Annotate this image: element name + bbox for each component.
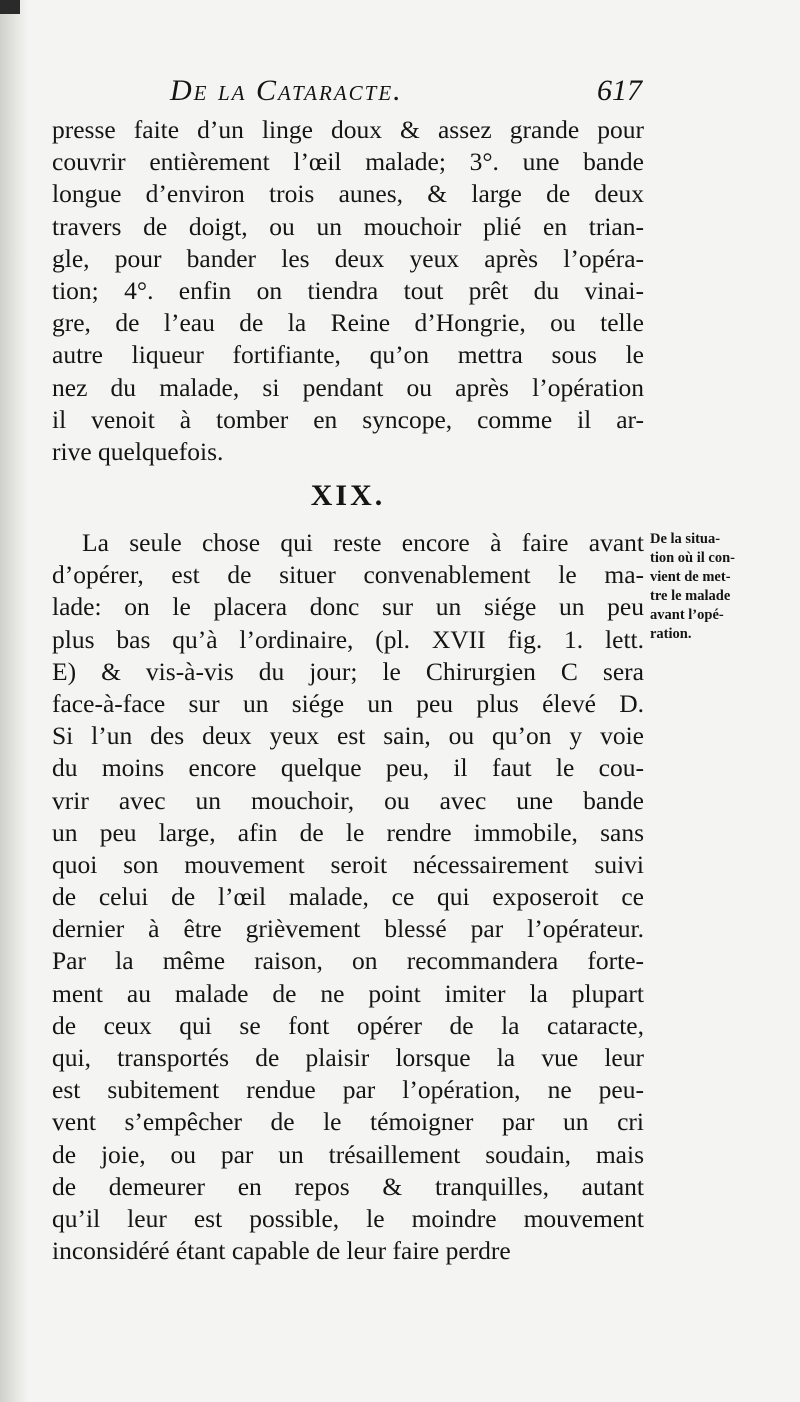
paragraph-1 <box>52 114 644 468</box>
paragraph-2-line: ment au malade de ne point imiter la plupart <box>52 978 644 1008</box>
margin-note-line: tre le malade <box>650 588 731 604</box>
paragraph-1-line: gle, pour bander les deux yeux après l’opéra- <box>52 243 644 273</box>
paragraph-1-line: presse faite d’un linge doux & assez grande pour <box>52 115 644 144</box>
paragraph-2-line: qui, transportés de plaisir lorsque la vue leur <box>52 1043 644 1072</box>
paragraph-2-line: dernier à être grièvement blessé par l’opérateur. <box>52 914 644 944</box>
paragraph-1-line: rive quelquefois. <box>52 436 224 466</box>
paragraph-2-line: lade: on le placera donc sur un siége un peu <box>52 592 644 622</box>
paragraph-2-line: Si l’un des deux yeux est sain, ou qu’on y voie <box>52 721 644 751</box>
paragraph-2-line: de joie, ou par un trésaillement soudain, mais <box>52 1139 644 1169</box>
paragraph-2-line: Par la même raison, on recommandera forte- <box>52 946 644 976</box>
paragraph-1-line: travers de doigt, ou un mouchoir plié en trian- <box>52 211 644 241</box>
margin-note-line: tion où il con- <box>650 550 735 566</box>
paragraph-1-line: gre, de l’eau de la Reine d’Hongrie, ou telle <box>52 308 644 338</box>
page-gutter-shadow <box>0 0 28 1402</box>
margin-note-line: avant l’opé- <box>650 607 724 623</box>
paragraph-1-line: tion; 4°. enfin on tiendra tout prêt du vinai- <box>52 275 644 305</box>
margin-note-line: De la situa- <box>650 531 721 547</box>
paragraph-2-line: quoi son mouvement seroit nécessairement suivi <box>52 849 644 879</box>
paragraph-1-line: il venoit à tomber en syncope, comme il ar- <box>52 404 644 434</box>
paragraph-2-line: qu’il leur est possible, le moindre mouvement <box>52 1203 644 1233</box>
paragraph-2-line: face-à-face sur un siége un peu plus élevé D. <box>52 688 644 718</box>
paragraph-2-line: plus bas qu’à l’ordinaire, (pl. XVII fig. 1. lett. <box>52 624 644 654</box>
paragraph-2-line: vrir avec un mouchoir, ou avec une bande <box>52 785 644 815</box>
margin-note-line: vient de met- <box>650 569 731 585</box>
running-title: De la Cataracte. <box>170 74 403 107</box>
page-number: 617 <box>597 74 642 107</box>
paragraph-2-line: d’opérer, est de situer convenablement le ma- <box>52 560 644 590</box>
paragraph-2-line: de ceux qui se font opérer de la cataracte, <box>52 1010 644 1040</box>
section-heading: XIX. <box>310 479 386 512</box>
paragraph-2-line: de demeurer en repos & tranquilles, autant <box>52 1171 644 1201</box>
paragraph-1-line: longue d’environ trois aunes, & large de deux <box>52 179 644 209</box>
paragraph-2-line: du moins encore quelque peu, il faut le cou- <box>52 753 644 783</box>
margin-note-line: ration. <box>650 626 692 642</box>
paragraph-1-line: autre liqueur fortifiante, qu’on mettra sous le <box>52 340 644 370</box>
page-corner-mark <box>0 0 20 14</box>
margin-note <box>650 530 798 644</box>
paragraph-1-line: nez du malade, si pendant ou après l’opération <box>52 372 644 402</box>
paragraph-2 <box>52 527 644 1267</box>
paragraph-2-line: La seule chose qui reste encore à faire avant <box>82 528 644 557</box>
paragraph-2-line: de celui de l’œil malade, ce qui exposeroit ce <box>52 882 644 912</box>
paragraph-2-line: inconsidéré étant capable de leur faire perdre <box>52 1236 511 1266</box>
paragraph-2-line: est subitement rendue par l’opération, ne peu- <box>52 1075 644 1105</box>
paragraph-2-line: E) & vis-à-vis du jour; le Chirurgien C sera <box>52 656 644 686</box>
running-head <box>170 74 642 114</box>
paragraph-1-line: couvrir entièrement l’œil malade; 3°. une bande <box>52 147 644 177</box>
paragraph-2-line: un peu large, afin de le rendre immobile, sans <box>52 817 644 847</box>
paragraph-2-line: vent s’empêcher de le témoigner par un cri <box>52 1107 644 1137</box>
